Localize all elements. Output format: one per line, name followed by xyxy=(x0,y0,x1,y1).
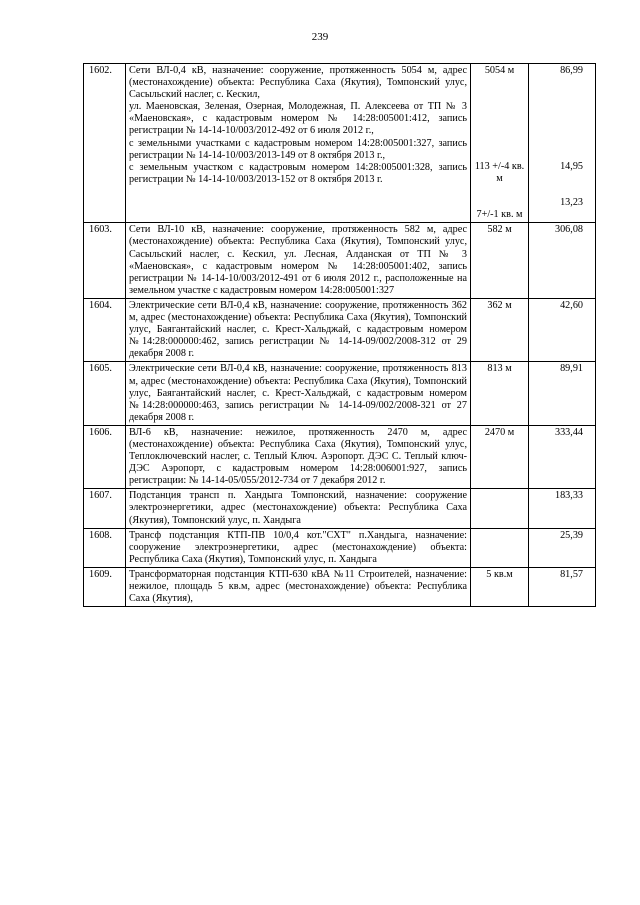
row-description: Трансф подстанция КТП-ПВ 10/0,4 кот."СХТ" п.Хандыга, назначение: сооружение электроэнергетики, адрес (местонахождение) объекта: Республика Саха (Якутия), Томпонский улус, п. Хандыга xyxy=(126,528,471,567)
row-value: 183,33 xyxy=(529,489,596,528)
row-description: ВЛ-6 кВ, назначение: нежилое, протяженность 2470 м, адрес (местонахождение) объекта: Республика Саха (Якутия), Томпонский улус, Теплоключевский наслег, с. Теплый Ключ. Аэропорт. ДЭС С. Теплый ключ-ДЭС Аэропорт, с кадастровым номером 14:28:006001:927, запись регистрации: № 14-14-05/055/2012-734 от 7 декабря 2012 г. xyxy=(126,425,471,488)
quantity-value: 113 +/-4 кв. м xyxy=(474,161,525,185)
row-value: 81,57 xyxy=(529,567,596,606)
quantity-value: 7+/-1 кв. м xyxy=(476,209,523,221)
row-description: Электрические сети ВЛ-0,4 кВ, назначение: сооружение, протяженность 813 м, адрес (местонахождение) объекта: Республика Саха (Якутия), Томпонский улус, Баягантайский наслег, с. Крест-Хальджай, с кадастровым номером №14:28:000000:463, запись регистрации № 14-14-09/002/2008-321 от 27 декабря 2008 г. xyxy=(126,362,471,425)
row-value xyxy=(529,64,596,223)
row-number: 1608. xyxy=(84,528,126,567)
description-part: с земельным участком с кадастровым номером 14:28:005001:328, запись регистрации № 14-14-10/003/2013-152 от 8 октября 2013 г. xyxy=(129,161,467,185)
row-number: 1604. xyxy=(84,298,126,361)
description-part: Сети ВЛ-0,4 кВ, назначение: сооружение, протяженность 5054 м, адрес (местонахождение) объекта: Республика Саха (Якутия), Томпонский улус, Сасыльский наслег, с. Кескил, xyxy=(129,65,467,101)
table-row xyxy=(84,64,596,223)
value-amount: 86,99 xyxy=(560,65,583,76)
row-number: 1605. xyxy=(84,362,126,425)
row-quantity: 5 кв.м xyxy=(471,567,529,606)
table-row xyxy=(84,528,596,567)
row-quantity xyxy=(471,528,529,567)
table-row xyxy=(84,567,596,606)
row-value: 306,08 xyxy=(529,223,596,299)
row-quantity: 582 м xyxy=(471,223,529,299)
row-value: 89,91 xyxy=(529,362,596,425)
row-description: Подстанция трансп п. Хандыга Томпонский, назначение: сооружение электроэнергетики, адрес (местонахождение) объекта: Республика Саха (Якутия), Томпонский улус, п. Хандыга xyxy=(126,489,471,528)
table-row xyxy=(84,489,596,528)
row-quantity: 2470 м xyxy=(471,425,529,488)
row-description: Трансформаторная подстанция КТП-630 кВА №11 Строителей, назначение: нежилое, площадь 5 кв.м, адрес (местонахождение) объекта: Республика Саха (Якутия), xyxy=(126,567,471,606)
row-description: Сети ВЛ-10 кВ, назначение: сооружение, протяженность 582 м, адрес (местонахождение) объекта: Республика Саха (Якутия), Томпонский улус, Сасыльский наслег, с. Кескил, ул. Лесная, Алданская от ТП № 3 «Маеновская», с кадастровым номером № 14:28:005001:402, запись регистрации № 14-14-10/003/2012-491 от 6 июля 2012 г., расположенные на земельном участке с кадастровым номером 14:28:005001:327 xyxy=(126,223,471,299)
table-row xyxy=(84,362,596,425)
description-part: с земельными участками с кадастровым номером 14:28:005001:327, запись регистрации № 14-14-10/003/2013-149 от 8 октября 2013 г., xyxy=(129,137,467,161)
table-row xyxy=(84,298,596,361)
row-quantity: 362 м xyxy=(471,298,529,361)
property-registry-table xyxy=(83,63,596,607)
page-number: 239 xyxy=(311,31,329,43)
table-row xyxy=(84,425,596,488)
row-number: 1602. xyxy=(84,64,126,223)
table-row xyxy=(84,223,596,299)
row-value: 333,44 xyxy=(529,425,596,488)
description-part: ул. Маеновская, Зеленая, Озерная, Молодежная, П. Алексеева от ТП № 3 «Маеновская», с кадастровым номером № 14:28:005001:412, запись регистрации № 14-14-10/003/2012-492 от 6 июля 2012 г., xyxy=(129,101,467,137)
row-number: 1607. xyxy=(84,489,126,528)
row-number: 1603. xyxy=(84,223,126,299)
row-quantity xyxy=(471,489,529,528)
row-quantity xyxy=(471,64,529,223)
row-number: 1606. xyxy=(84,425,126,488)
row-value: 25,39 xyxy=(529,528,596,567)
value-amount: 13,23 xyxy=(560,197,583,209)
row-description: Электрические сети ВЛ-0,4 кВ, назначение: сооружение, протяженность 362 м, адрес (местонахождение) объекта: Республика Саха (Якутия), Томпонский улус, Баягантайский наслег, с. Крест-Хальджай, с кадастровым номером №14:28:000000:462, запись регистрации № 14-14-09/002/2008-312 от 29 декабря 2008 г. xyxy=(126,298,471,361)
row-value: 42,60 xyxy=(529,298,596,361)
row-description xyxy=(126,64,471,223)
row-number: 1609. xyxy=(84,567,126,606)
value-amount: 14,95 xyxy=(560,161,583,173)
quantity-value: 5054 м xyxy=(484,65,515,76)
row-quantity: 813 м xyxy=(471,362,529,425)
